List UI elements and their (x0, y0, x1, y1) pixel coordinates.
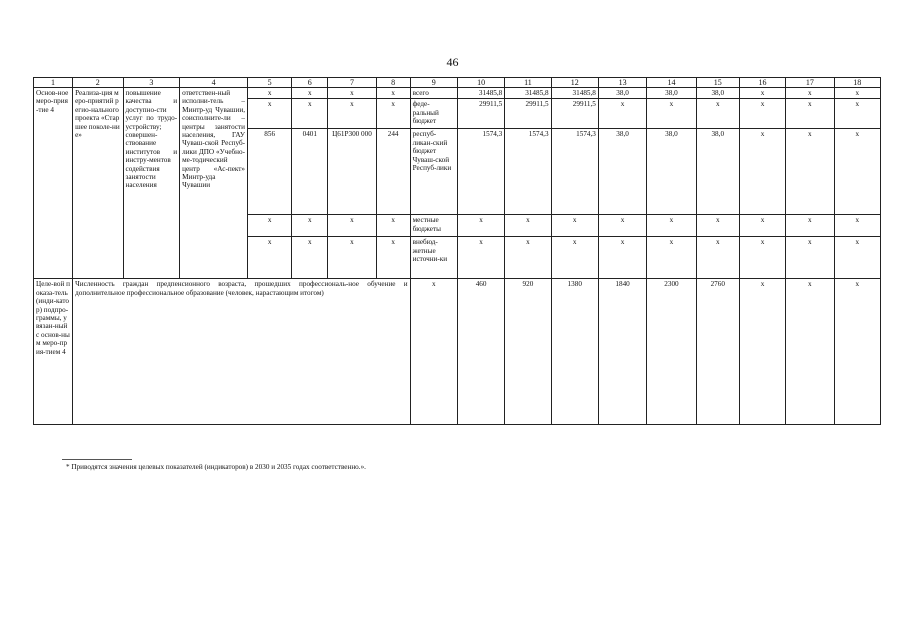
table-cell: 1574,3 (457, 129, 504, 215)
funding-source-cell: внебюд-жетные источни-ки (410, 237, 457, 279)
table-cell: 31485,8 (505, 88, 551, 99)
table-cell: x (248, 237, 292, 279)
table-cell: x (696, 237, 739, 279)
table-cell: 38,0 (647, 129, 696, 215)
table-cell: x (551, 237, 598, 279)
table-cell: x (834, 279, 880, 425)
table-cell: x (786, 99, 834, 129)
table-cell: x (647, 237, 696, 279)
event-name-cell: Основ-ное меро-прия-тие 4 (34, 88, 73, 279)
header-cell: 15 (696, 78, 739, 88)
table-cell: 244 (376, 129, 410, 215)
table-cell: x (739, 88, 785, 99)
table-cell: x (410, 279, 457, 425)
header-cell: 6 (292, 78, 328, 88)
table-cell: x (457, 237, 504, 279)
indicator-label-cell: Целе-вой показа-тель (инди-катор) подпро-граммы, увязан-ный с основ-ным меро-прия-тием 4 (34, 279, 73, 425)
table-cell: x (786, 88, 834, 99)
header-cell: 4 (180, 78, 248, 88)
header-row (34, 78, 881, 88)
table-cell: x (376, 215, 410, 237)
table-cell: x (786, 237, 834, 279)
header-cell: 12 (551, 78, 598, 88)
table-cell: x (292, 237, 328, 279)
table-cell: 38,0 (696, 129, 739, 215)
table-cell: x (505, 237, 551, 279)
table-cell: x (248, 215, 292, 237)
table-cell: x (739, 237, 785, 279)
header-cell: 9 (410, 78, 457, 88)
header-cell: 17 (786, 78, 834, 88)
table-cell: x (834, 129, 880, 215)
header-cell: 3 (123, 78, 180, 88)
header-cell: 5 (248, 78, 292, 88)
table-row (34, 88, 881, 99)
table-cell: x (328, 215, 376, 237)
table-cell: x (248, 88, 292, 99)
project-name-cell: Реализа-ция меро-приятий регио-нального проекта «Старшее поколе-ние» (73, 88, 123, 279)
table-cell: 1574,3 (505, 129, 551, 215)
table-cell: x (328, 99, 376, 129)
funding-source-cell: всего (410, 88, 457, 99)
header-cell: 14 (647, 78, 696, 88)
table-cell: x (292, 99, 328, 129)
table-cell: x (786, 129, 834, 215)
table-cell: x (834, 99, 880, 129)
header-cell: 18 (834, 78, 880, 88)
table-cell: x (376, 237, 410, 279)
table-cell: x (647, 99, 696, 129)
table-cell: x (598, 99, 646, 129)
table-cell: 920 (505, 279, 551, 425)
funding-source-cell: респуб-ликан-ский бюджет Чуваш-ской Респуб-лики (410, 129, 457, 215)
table-cell: x (834, 237, 880, 279)
header-cell: 1 (34, 78, 73, 88)
page-number: 46 (446, 55, 459, 69)
header-cell: 7 (328, 78, 376, 88)
funding-source-cell: местные бюджеты (410, 215, 457, 237)
goal-cell: повышение качества и доступно-сти услуг по трудо-устройству; совершен-ствование институтов и инстру-ментов содействия занятости населения (123, 88, 180, 279)
table-cell: x (292, 215, 328, 237)
header-cell: 2 (73, 78, 123, 88)
header-cell: 8 (376, 78, 410, 88)
table-cell: x (786, 215, 834, 237)
table-cell: 38,0 (647, 88, 696, 99)
table-cell: x (292, 88, 328, 99)
header-cell: 10 (457, 78, 504, 88)
table-cell: 1840 (598, 279, 646, 425)
table-cell: 38,0 (696, 88, 739, 99)
table-cell: x (328, 88, 376, 99)
table-cell: 2300 (647, 279, 696, 425)
table-cell: 29911,5 (551, 99, 598, 129)
table-cell: x (248, 99, 292, 129)
table-cell: 2760 (696, 279, 739, 425)
table-cell: x (598, 237, 646, 279)
indicator-row (34, 279, 881, 425)
table-cell: x (834, 88, 880, 99)
table-cell: x (696, 99, 739, 129)
table-cell: x (739, 99, 785, 129)
table-cell: 856 (248, 129, 292, 215)
table-cell: x (696, 215, 739, 237)
table-cell: 460 (457, 279, 504, 425)
footnote-divider (62, 459, 132, 460)
table-cell: x (786, 279, 834, 425)
table-cell: 0401 (292, 129, 328, 215)
table-cell: x (739, 215, 785, 237)
table-cell: 31485,8 (457, 88, 504, 99)
funding-source-cell: феде-ральный бюджет (410, 99, 457, 129)
header-cell: 16 (739, 78, 785, 88)
table-cell: x (376, 88, 410, 99)
header-cell: 13 (598, 78, 646, 88)
header-cell: 11 (505, 78, 551, 88)
table-cell: 31485,8 (551, 88, 598, 99)
table-cell: x (376, 99, 410, 129)
table-cell: x (834, 215, 880, 237)
table-cell: x (328, 237, 376, 279)
executor-cell: ответствен-ный исполни-тель – Минтр-уд Чувашии, соисполните-ли – центры занятости населения, ГАУ Чуваш-ской Респуб-лики ДПО «Учебно-ме-тодический центр «Ас-пект» Минтр-уда Чувашии (180, 88, 248, 279)
table-cell: x (598, 215, 646, 237)
table-cell: 1574,3 (551, 129, 598, 215)
table-cell: 38,0 (598, 88, 646, 99)
table-cell: x (457, 215, 504, 237)
footnote: * Приводятся значения целевых показателей (индикаторов) в 2030 и 2035 годах соответственно.». (66, 463, 366, 471)
table-cell: 29911,5 (505, 99, 551, 129)
table-cell: x (647, 215, 696, 237)
program-table (33, 77, 881, 425)
indicator-text-cell: Численность граждан предпенсионного возраста, прошедших профессиональ-ное обучение и дополнительное профессиональное образование (человек, нарастающим итогом) (73, 279, 411, 425)
table-cell: x (551, 215, 598, 237)
table-cell: Ц61Р300 000 (328, 129, 376, 215)
table-cell: x (739, 279, 785, 425)
table-cell: 1380 (551, 279, 598, 425)
table-cell: 38,0 (598, 129, 646, 215)
table-cell: 29911,5 (457, 99, 504, 129)
table-cell: x (739, 129, 785, 215)
table-cell: x (505, 215, 551, 237)
